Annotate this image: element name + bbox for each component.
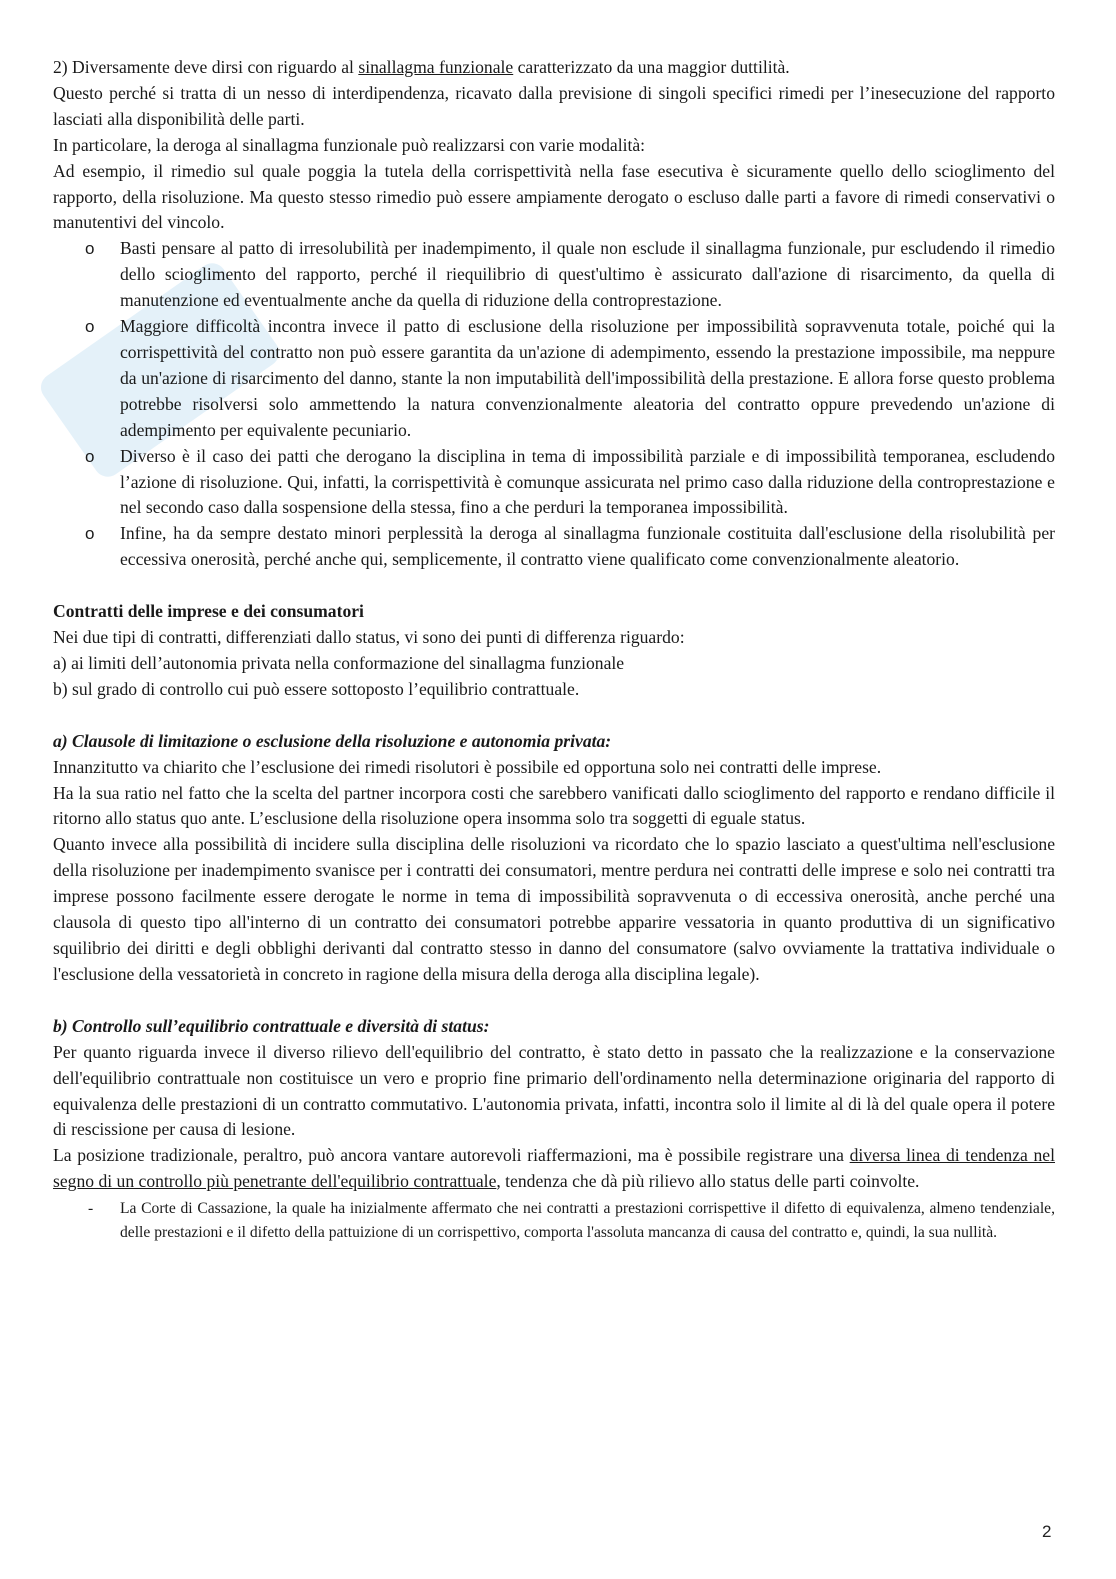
- paragraph-nesso: Questo perché si tratta di un nesso di interdipendenza, ricavato dalla previsione di singoli specifici rimedi per l’inesecuzione del rapporto lasciati alla disponibilità delle parti.: [53, 82, 1055, 129]
- list-item: [53, 236, 1055, 314]
- page-number: 2: [1042, 1522, 1052, 1541]
- spacer: [53, 573, 1055, 599]
- list-item-text: Basti pensare al patto di irresolubilità per inadempimento, il quale non esclude il sinallagma funzionale, pur escludendo il rimedio dello scioglimento del rapporto, perché il riequilibrio di quest'ultimo è assicurato dall'azione di risarcimento, da quella di manutenzione ed eventualmente anche da quella di riduzione della controprestazione.: [120, 238, 1055, 311]
- section-heading-contratti: Contratti delle imprese e dei consumatori: [53, 601, 364, 622]
- underlined-phrase: diversa linea di tendenza nel segno di un controllo più penetrante dell'equilibrio contrattuale: [53, 1145, 1055, 1192]
- list-item: [53, 521, 1055, 573]
- text-run: , tendenza che dà più rilievo allo status delle parti coinvolte.: [496, 1171, 920, 1192]
- bullet-marker: o: [85, 239, 95, 259]
- section-heading-controllo: b) Controllo sull’equilibrio contrattuale e diversità di status:: [53, 1015, 490, 1036]
- bullet-list: [53, 236, 1055, 573]
- dash-marker: -: [88, 1200, 94, 1218]
- paragraph-posizione-tradizionale: [53, 1143, 1055, 1195]
- spacer: [53, 703, 1055, 729]
- paragraph-esempio: Ad esempio, il rimedio sul quale poggia la tutela della corrispettività nella fase esecutiva è sicuramente quello dello scioglimento del rapporto, della risoluzione. Ma questo stesso rimedio può essere ampiamente derogato o escluso dalle parti a favore di rimedi conservativi o manutentivi del vincolo.: [53, 160, 1055, 233]
- paragraph-quanto-invece: Quanto invece alla possibilità di incidere sulla disciplina delle risoluzioni va ricordato che lo spazio lasciato a quest'ultima nell'esclusione della risoluzione per inadempimento svanisce per i contratti dei consumatori, mentre perdura nei contratti delle imprese e solo nei contratti tra imprese possono facilmente essere derogate le norme in tema di impossibilità sopravvenuta o di eccessiva onerosità, anche perché una clausola di questo tipo all'interno di un contratto dei consumatori potrebbe apparire vessatoria in quanto produttiva di un significativo squilibrio dei diritti e degli obblighi derivanti dal contratto stesso in danno del consumatore (salvo ovviamente la trattativa individuale o l'esclusione della vessatorietà in concreto in ragione della misura della deroga alla disciplina legale).: [53, 834, 1055, 984]
- paragraph-ratio: Ha la sua ratio nel fatto che la scelta del partner incorpora costi che sarebbero vanificati dallo scioglimento del rapporto e rendano difficile il ritorno allo status quo ante. L’esclusione della risoluzione opera insomma solo tra soggetti di eguale status.: [53, 782, 1055, 829]
- section-heading-clausole: a) Clausole di limitazione o esclusione della risoluzione e autonomia privata:: [53, 730, 612, 751]
- list-item-text: La Corte di Cassazione, la quale ha inizialmente affermato che nei contratti a prestazioni corrispettive il difetto di equivalenza, almeno tendenziale, delle prestazioni e il difetto della pattuizione di un corrispettivo, comporta l'assoluta mancanza di causa del contratto e, quindi, la sua nullità.: [120, 1200, 1055, 1241]
- spacer: [53, 988, 1055, 1014]
- list-item: [53, 444, 1055, 522]
- text-run: caratterizzato da una maggior duttilità.: [513, 57, 790, 77]
- list-item: [53, 1197, 1055, 1244]
- list-item: [53, 314, 1055, 444]
- paragraph-deroga: In particolare, la deroga al sinallagma funzionale può realizzarsi con varie modalità:: [53, 134, 646, 155]
- paragraph-sinallagma-intro: [53, 55, 1055, 81]
- paragraph-point-a: a) ai limiti dell’autonomia privata nella conformazione del sinallagma funzionale: [53, 652, 625, 673]
- underlined-term: sinallagma funzionale: [358, 57, 514, 77]
- text-run: La posizione tradizionale, peraltro, può ancora vantare autorevoli riaffermazioni, ma è possibile registrare una: [53, 1145, 850, 1166]
- paragraph-innanzitutto: Innanzitutto va chiarito che l’esclusione dei rimedi risolutori è possibile ed opportuna solo nei contratti delle imprese.: [53, 756, 882, 777]
- bullet-marker: o: [85, 317, 95, 337]
- paragraph-differenze: Nei due tipi di contratti, differenziati dallo status, vi sono dei punti di differenza riguardo:: [53, 627, 685, 648]
- document-page: [53, 55, 1055, 1244]
- dash-list: [53, 1197, 1055, 1244]
- list-item-text: Diverso è il caso dei patti che derogano la disciplina in tema di impossibilità parziale e di impossibilità temporanea, escludendo l’azione di risoluzione. Qui, infatti, la corrispettività è comunque assicurata nel primo caso dalla riduzione della controprestazione e nel secondo caso dalla sospensione della stessa, fino a che perduri la temporanea impossibilità.: [120, 445, 1055, 518]
- paragraph-point-b: b) sul grado di controllo cui può essere sottoposto l’equilibrio contrattuale.: [53, 678, 580, 699]
- list-item-text: Infine, ha da sempre destato minori perplessità la deroga al sinallagma funzionale costituita dall'esclusione della risolubilità per eccessiva onerosità, perché anche qui, semplicemente, il contratto viene qualificato come convenzionalmente aleatorio.: [120, 523, 1055, 570]
- text-run: 2) Diversamente deve dirsi con riguardo al: [53, 57, 359, 77]
- bullet-marker: o: [85, 524, 95, 544]
- bullet-marker: o: [85, 446, 95, 466]
- list-item-text: Maggiore difficoltà incontra invece il patto di esclusione della risoluzione per impossibilità sopravvenuta totale, poiché qui la corrispettività del contratto non può essere garantita da un'azione di adempimento, essendo la prestazione impossibile, ma neppure da un'azione di risarcimento del danno, stante la non imputabilità dell'impossibilità della prestazione. E allora forse questo problema potrebbe risolversi solo ammettendo la natura convenzionalmente aleatoria del contratto oppure prevedendo un'azione di adempimento per equivalente pecuniario.: [120, 316, 1055, 440]
- paragraph-rilievo: Per quanto riguarda invece il diverso rilievo dell'equilibrio del contratto, è stato detto in passato che la realizzazione e la conservazione dell'equilibrio contrattuale non costituisce un vero e proprio fine primario dell'ordinamento nella determinazione originaria del rapporto di equivalenza delle prestazioni di un contratto commutativo. L'autonomia privata, infatti, incontra solo il limite al di là del quale opera il potere di rescissione per causa di lesione.: [53, 1041, 1055, 1140]
